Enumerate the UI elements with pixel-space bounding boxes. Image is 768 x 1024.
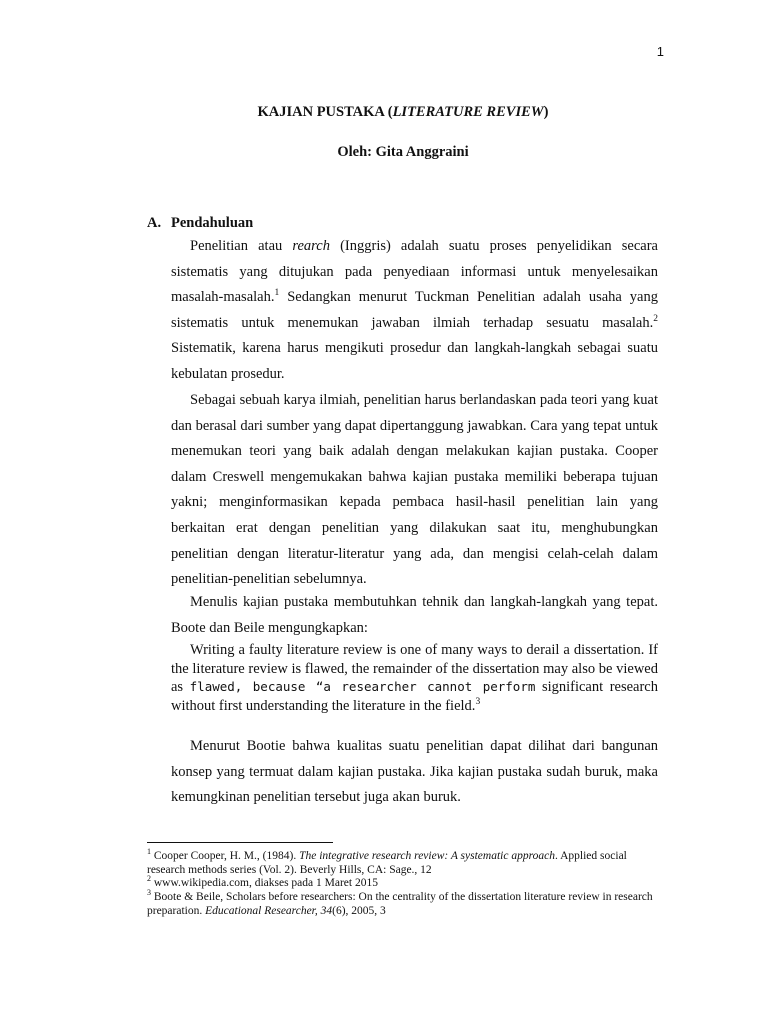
quote-mono-text: flawed, because “a researcher cannot perform xyxy=(189,679,536,695)
paragraph-4 xyxy=(171,734,658,811)
footnote-1-number: 1 xyxy=(147,847,151,857)
author-line: Oleh: Gita Anggraini xyxy=(337,144,469,160)
footnote-2-number: 2 xyxy=(147,874,151,884)
footnote-1-italic: The integrative research review: A systematic approach xyxy=(299,850,555,862)
p1-text-d: Sistematik, karena harus mengikuti prosedur dan langkah-langkah sebagai suatu kebulatan prosedur. xyxy=(171,340,658,382)
document-title xyxy=(147,104,659,121)
section-heading xyxy=(147,215,253,232)
footnote-3-text-a: Boote & Beile, Scholars before researchers: On the centrality of the dissertation literature review in research preparation. xyxy=(147,891,653,917)
footnote-ref-2: 2 xyxy=(653,313,658,324)
p4-text: Menurut Bootie bahwa kualitas suatu penelitian dapat dilihat dari bangunan konsep yang termuat dalam kajian pustaka. Jika kajian pustaka sudah buruk, maka kemungkinan penelitian tersebut juga akan buruk. xyxy=(171,738,658,806)
footnotes xyxy=(147,847,659,919)
footnote-3-number: 3 xyxy=(147,888,151,898)
footnote-ref-1: 1 xyxy=(274,288,280,299)
footnote-3-text-b: (6), 2005, 3 xyxy=(332,904,386,917)
p1-text-c: Sedangkan menurut Tuckman Penelitian adalah usaha yang sistematis untuk menemukan jawaban ilmiah terhadap sesuatu masalah. xyxy=(171,289,658,331)
footnote-2 xyxy=(147,874,659,891)
quote-text-b: significant research without first understanding the literature in the field. xyxy=(171,679,658,714)
p2-text: Sebagai sebuah karya ilmiah, penelitian harus berlandaskan pada teori yang kuat dan berasal dari sumber yang dapat dipertanggung jawabkan. Cara yang tepat untuk menemukan teori yang baik adalah dengan melakukan kajian pustaka. Cooper dalam Creswell mengemukakan bahwa kajian pustaka memiliki beberapa tujuan yakni; menginformasikan kepada pembaca hasil-hasil penelitian lain yang berkaitan erat dengan penelitian yang dilakukan saat itu, menghubungkan penelitian dengan literatur-literatur yang ada, dan mengisi celah-celah dalam penelitian-penelitian sebelumnya. xyxy=(171,392,658,588)
section-title: Pendahuluan xyxy=(171,215,254,231)
paragraph-2 xyxy=(171,388,658,593)
footnote-1-text-b: . Applied social research methods series (Vol. 2). Beverly Hills, CA: Sage., 12 xyxy=(147,850,627,876)
footnote-3-italic: Educational Researcher, 34 xyxy=(205,904,333,917)
paragraph-3 xyxy=(171,590,658,641)
paragraph-1 xyxy=(171,234,658,388)
title-italic: LITERATURE REVIEW xyxy=(392,104,544,120)
footnote-1-text-a: Cooper Cooper, H. M., (1984). xyxy=(151,850,300,862)
section-number: A. xyxy=(147,215,162,231)
title-main: KAJIAN PUSTAKA ( xyxy=(257,104,393,120)
p3-text: Menulis kajian pustaka membutuhkan tehnik dan langkah-langkah yang tepat. Boote dan Beile mengungkapkan: xyxy=(171,594,658,636)
footnote-1 xyxy=(147,847,659,877)
page-number: 1 xyxy=(656,44,664,59)
footnote-ref-3: 3 xyxy=(475,696,481,707)
footnote-divider xyxy=(147,842,333,843)
title-close: ) xyxy=(543,104,549,120)
p1-text-b: (Inggris) adalah suatu proses penyelidikan secara sistematis yang ditujukan pada penyediaan informasi untuk menyelesaikan masalah-masalah. xyxy=(171,238,658,306)
p1-italic-term: rearch xyxy=(292,238,330,254)
block-quote xyxy=(171,641,658,715)
quote-text-a: Writing a faulty literature review is one of many ways to derail a dissertation. If the literature review is flawed, the remainder of the dissertation may also be viewed as xyxy=(171,642,658,696)
p1-text-a: Penelitian atau xyxy=(190,238,293,254)
footnote-3 xyxy=(147,888,659,918)
footnote-2-text: www.wikipedia.com, diakses pada 1 Maret 2015 xyxy=(151,877,378,890)
